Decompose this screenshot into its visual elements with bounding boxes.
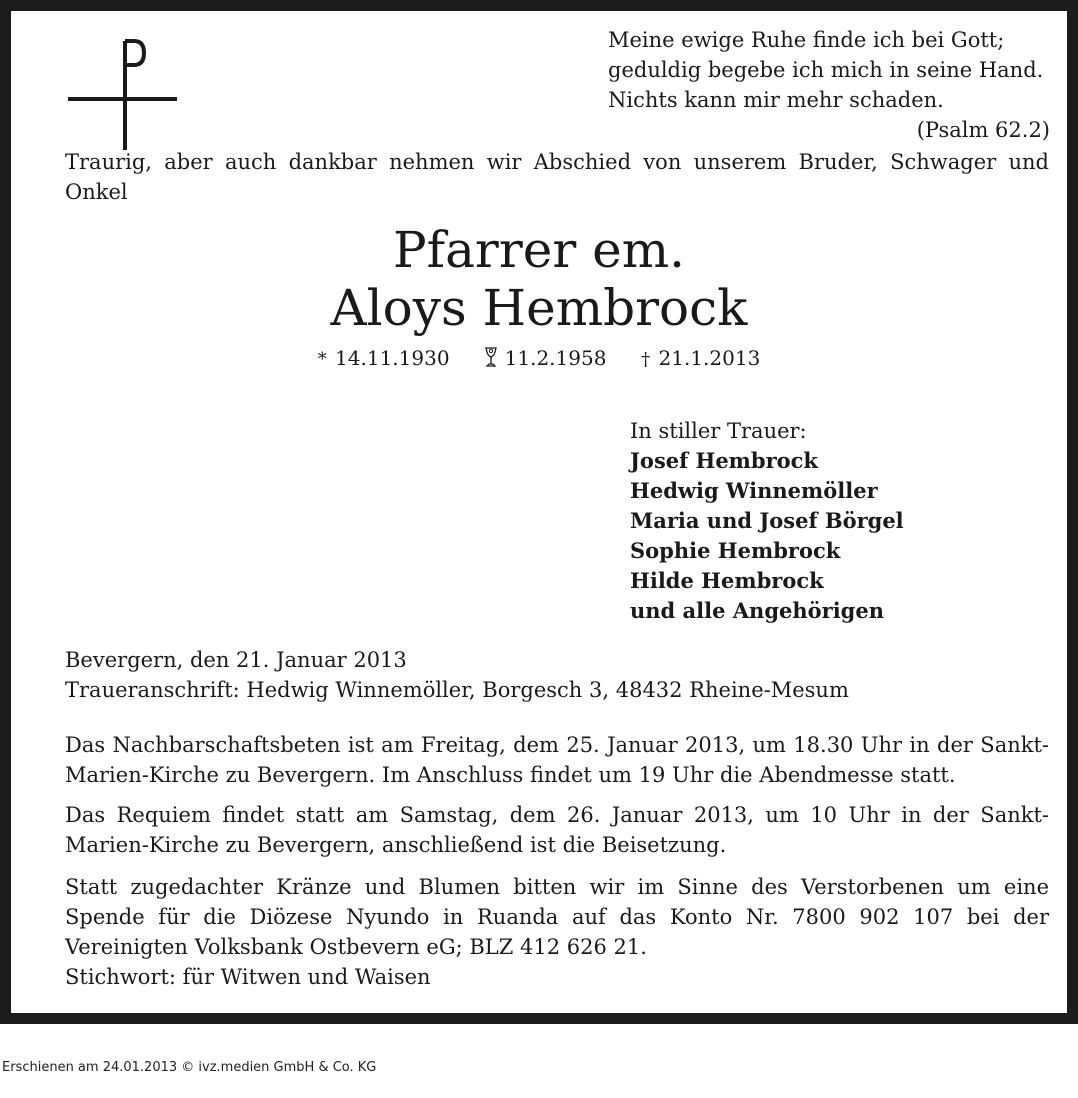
obituary-card (11, 11, 1067, 1013)
deceased-title: Pfarrer em. (392, 221, 686, 279)
donation-text: Statt zugedachter Kränze und Blumen bitten wir im Sinne des Verstorbenen um eine Spende für die Diözese Nyundo in Ruanda auf das Konto Nr. 7800 902 107 bei der Vereinigten Volksbank Ostbevern eG; BLZ 412 626 21. (65, 875, 1049, 959)
requiem-paragraph: Das Requiem findet statt am Samstag, dem 26. Januar 2013, um 10 Uhr in der Sankt-Marien-Kirche zu Bevergern, anschließend ist die Beisetzung. (65, 803, 1049, 857)
death-symbol: † (641, 349, 651, 370)
donation-paragraph (65, 872, 1049, 992)
chalice-icon (484, 346, 498, 368)
psalm-line: Nichts kann mir mehr schaden. (608, 88, 944, 112)
psalm-line: Meine ewige Ruhe finde ich bei Gott; (608, 28, 1005, 52)
mourner-name: Hedwig Winnemöller (630, 478, 878, 503)
mourners-block (630, 416, 904, 626)
place-and-address (65, 645, 849, 705)
publication-footer: Erschienen am 24.01.2013 © ivz.medien GmbH & Co. KG (2, 1060, 377, 1075)
prayer-paragraph: Das Nachbarschaftsbeten ist am Freitag, dem 25. Januar 2013, um 18.30 Uhr in der Sankt-Marien-Kirche zu Bevergern. Im Anschluss findet um 19 Uhr die Abendmesse statt. (65, 733, 1049, 787)
mourners-lead: In stiller Trauer: (630, 419, 807, 443)
death-date: 21.1.2013 (658, 346, 761, 370)
psalm-reference: (Psalm 62.2) (916, 118, 1050, 142)
mourner-name: und alle Angehörigen (630, 598, 884, 623)
mourner-name: Josef Hembrock (630, 448, 818, 473)
donation-keyword: Stichwort: für Witwen und Waisen (65, 965, 431, 989)
mourner-name: Maria und Josef Börgel (630, 508, 904, 533)
birth-symbol: * (317, 349, 327, 370)
mourning-address: Traueranschrift: Hedwig Winnemöller, Borgesch 3, 48432 Rheine-Mesum (65, 678, 849, 702)
chi-rho-cross-icon (66, 28, 186, 152)
place-date: Bevergern, den 21. Januar 2013 (65, 648, 407, 672)
birth-date: 14.11.1930 (335, 346, 450, 370)
mourner-name: Hilde Hembrock (630, 568, 824, 593)
psalm-quote (608, 25, 1050, 145)
intro-text: Traurig, aber auch dankbar nehmen wir Abschied von unserem Bruder, Schwager und Onkel (65, 150, 1049, 204)
psalm-line: geduldig begebe ich mich in seine Hand. (608, 58, 1044, 82)
deceased-name: Aloys Hembrock (330, 279, 748, 337)
life-dates (11, 344, 1067, 374)
mourner-name: Sophie Hembrock (630, 538, 841, 563)
ordination-date: 11.2.1958 (504, 346, 607, 370)
